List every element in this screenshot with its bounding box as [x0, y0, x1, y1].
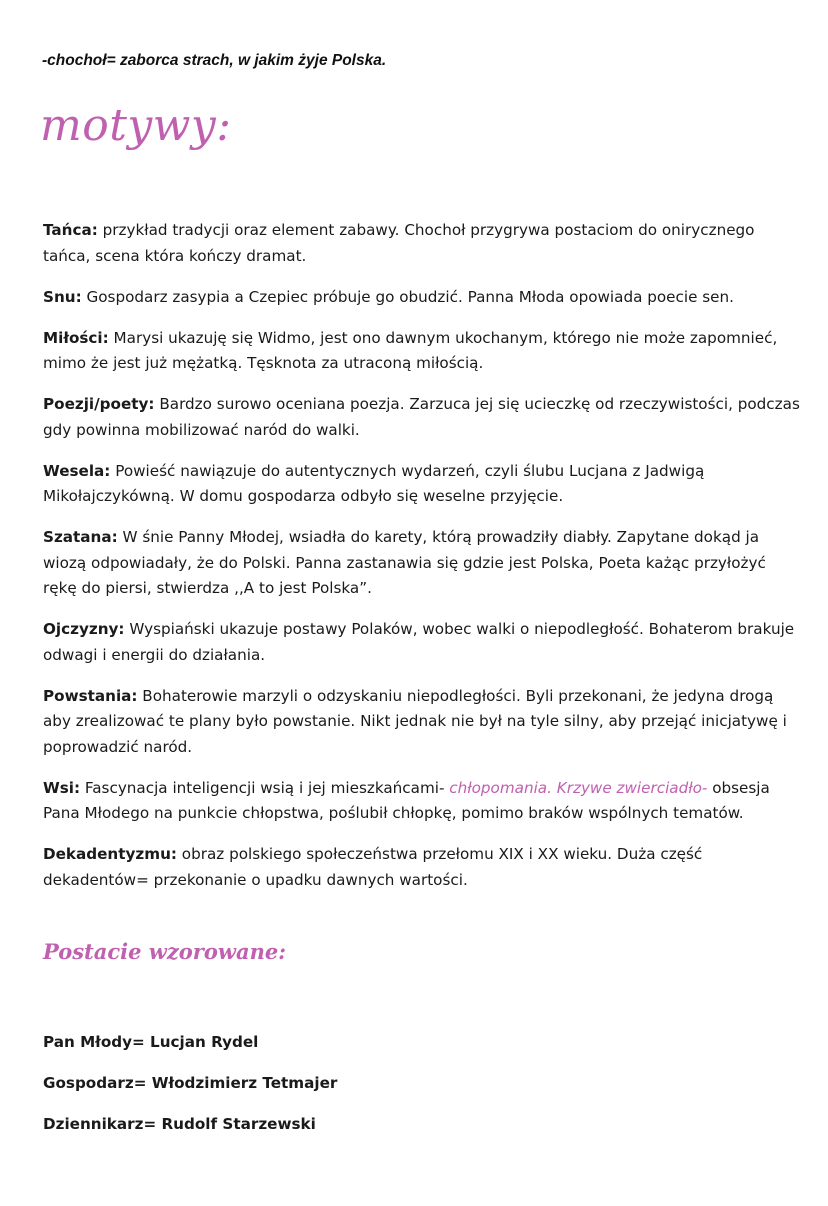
- motif-text: Gospodarz zasypia a Czepiec próbuje go obudzić. Panna Młoda opowiada poecie sen.: [81, 287, 734, 306]
- motif-text: Bardzo surowo oceniana poezja. Zarzuca jej się ucieczkę od rzeczywistości, podczas gdy powinna mobilizować naród do walki.: [43, 395, 800, 439]
- motif-text: obsesja Pana Młodego na punkcie chłopstwa, poślubił chłopkę, pomimo braków wspólnych tematów.: [43, 778, 770, 822]
- motif-term: Wsi:: [43, 778, 81, 797]
- motifs-list: [43, 218, 803, 909]
- character-item: Gospodarz= Włodzimierz Tetmajer: [43, 1074, 338, 1092]
- motif-text: W śnie Panny Młodej, wsiadła do karety, którą prowadziły diabły. Zapytane dokąd ja wiozą odpowiadały, że do Polski. Panna zastanawia się gdzie jest Polska, Poeta każąc przyłożyć rękę do piersi, stwierdza ,,A to jest Polska”.: [43, 528, 766, 597]
- characters-heading: Postacie wzorowane:: [43, 939, 286, 964]
- motif-text: Wyspiański ukazuje postawy Polaków, wobec walki o niepodległość. Bohaterom brakuje odwagi i energii do działania.: [43, 620, 795, 664]
- motif-poezja: [43, 392, 803, 443]
- motif-text: Fascynacja inteligencji wsią i jej mieszkańcami-: [80, 778, 450, 797]
- characters-list: [43, 1032, 337, 1155]
- motif-term: Wesela:: [43, 461, 111, 480]
- motif-term: Dekadentyzmu:: [43, 845, 177, 863]
- intro-line: -chochoł= zaborca strach, w jakim żyje Polska.: [42, 52, 387, 69]
- motif-dekadentyzm: [43, 842, 803, 893]
- motif-ojczyzna: [43, 617, 803, 668]
- motif-taniec: [43, 218, 803, 269]
- motif-sen: [43, 285, 803, 311]
- motifs-heading: motywy:: [40, 100, 232, 151]
- motif-powstanie: [43, 684, 803, 761]
- motif-term: Tańca:: [43, 221, 98, 239]
- motif-term: Snu:: [43, 287, 82, 306]
- motif-milosc: [43, 326, 803, 377]
- motif-wies: [43, 776, 803, 827]
- motif-term: Szatana:: [43, 528, 118, 546]
- accent-separator: .: [547, 778, 557, 797]
- motif-text: obraz polskiego społeczeństwa przełomu XIX i XX wieku. Duża część dekadentów= przekonanie o upadku dawnych wartości.: [43, 845, 703, 889]
- character-item: Dziennikarz= Rudolf Starzewski: [43, 1115, 316, 1133]
- motif-wesele: [43, 459, 803, 510]
- accent-krzywe-zwierciadlo: Krzywe zwierciadło-: [556, 778, 708, 797]
- motif-text: Bohaterowie marzyli o odzyskaniu niepodległości. Byli przekonani, że jedyna drogą aby zrealizować te plany było powstanie. Nikt jednak nie był na tyle silny, aby przejąć inicjatywę i poprowadzić naród.: [43, 686, 787, 756]
- motif-text: Powieść nawiązuje do autentycznych wydarzeń, czyli ślubu Lucjana z Jadwigą Mikołajczykówną. W domu gospodarza odbyło się weselne przyjęcie.: [43, 461, 705, 505]
- accent-chlopomania: chłopomania: [449, 778, 548, 797]
- motif-term: Ojczyzny:: [43, 620, 125, 638]
- motif-text: przykład tradycji oraz element zabawy. Chochoł przygrywa postaciom do onirycznego tańca, scena która kończy dramat.: [43, 221, 755, 265]
- motif-term: Poezji/poety:: [43, 395, 155, 413]
- motif-text: Marysi ukazuję się Widmo, jest ono dawnym ukochanym, którego nie może zapomnieć, mimo że jest już mężatką. Tęsknota za utraconą miłością.: [43, 328, 778, 372]
- character-item: Pan Młody= Lucjan Rydel: [43, 1033, 259, 1051]
- motif-term: Powstania:: [43, 686, 138, 705]
- motif-szatan: [43, 525, 803, 602]
- motif-term: Miłości:: [43, 328, 109, 347]
